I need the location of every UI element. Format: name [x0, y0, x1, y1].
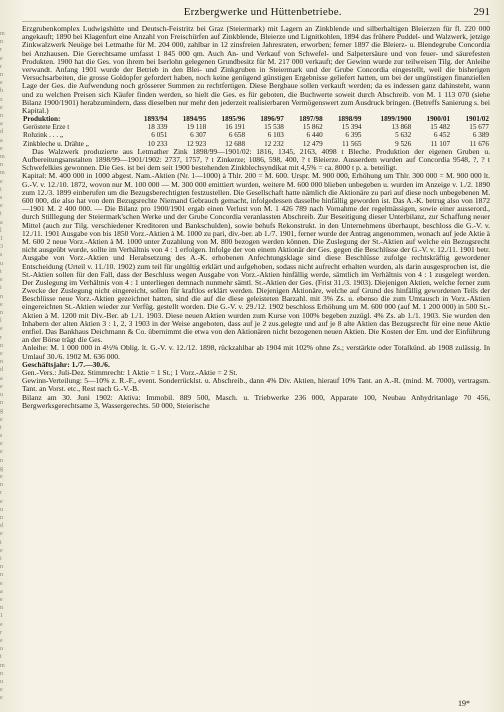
- row-label: Zinkbleche u. Drähte „: [23, 139, 89, 148]
- bleed-glyph: e: [0, 145, 3, 152]
- bleed-glyph: g: [0, 465, 3, 472]
- bleed-glyph: d: [0, 523, 3, 530]
- bleed-glyph: e: [0, 687, 3, 694]
- bleed-glyph: a: [0, 121, 3, 128]
- running-header: [22, 6, 490, 22]
- bleed-glyph: a: [0, 219, 3, 226]
- bleed-glyph: n: [0, 342, 3, 349]
- bleed-glyph: 1: [0, 613, 3, 620]
- bleed-glyph: e: [0, 80, 3, 87]
- bleed-glyph: n: [0, 162, 3, 169]
- bleed-glyph: e: [0, 695, 3, 702]
- bleed-glyph: n: [0, 293, 3, 300]
- value-cell: 6 452: [433, 131, 451, 140]
- bleed-glyph: z: [0, 96, 3, 103]
- row-label: Geröstete Erze t: [23, 123, 70, 132]
- bleed-glyph: n: [0, 572, 3, 579]
- bleed-glyph: e: [0, 350, 3, 357]
- bleed-glyph: r: [0, 47, 2, 54]
- page-number: 291: [473, 6, 490, 18]
- value-cell: 5 632: [395, 131, 412, 140]
- bleed-glyph: g: [0, 408, 3, 415]
- value-cell: 6 103: [267, 131, 284, 140]
- bleed-glyph: 1: [0, 236, 3, 243]
- year-cell: 1899/1900: [380, 115, 412, 124]
- geschaeftsjahr-line: Geschäftsjahr: 1./7.—30./6.: [22, 359, 110, 369]
- production-header-row: [22, 115, 490, 123]
- bleed-glyph: a: [0, 375, 3, 382]
- bleed-glyph: a: [0, 588, 3, 595]
- production-table: [22, 115, 490, 148]
- bleed-glyph: e: [0, 416, 3, 423]
- year-cell: 1897/98: [299, 115, 323, 124]
- value-cell: 15 862: [302, 123, 323, 132]
- bleed-glyph: e: [0, 383, 3, 390]
- year-cell: 1901/02: [465, 115, 489, 124]
- bleed-glyph: t: [0, 539, 2, 546]
- bleed-glyph: m: [0, 31, 5, 37]
- bleed-glyph: e: [0, 498, 3, 505]
- bleed-glyph: e: [0, 277, 3, 284]
- bleed-glyph: s: [0, 252, 3, 259]
- bleed-glyph: e: [0, 178, 3, 185]
- bleed-glyph: l: [0, 318, 2, 325]
- bleed-glyph: n: [0, 72, 3, 79]
- signature-mark: 19*: [458, 699, 470, 708]
- bleed-glyph: t: [0, 424, 2, 431]
- bleed-glyph: m: [0, 662, 5, 669]
- bleed-glyph: l: [0, 227, 2, 234]
- value-cell: 6 395: [345, 131, 362, 140]
- bleed-glyph: e: [0, 597, 3, 604]
- bleed-glyph: n: [0, 113, 3, 120]
- value-cell: 11 565: [342, 139, 362, 148]
- bleed-glyph: e: [0, 203, 3, 210]
- opposite-page-bleed: [0, 30, 16, 703]
- production-row: [22, 131, 490, 139]
- value-cell: 6 389: [472, 131, 489, 140]
- bleed-glyph: e: [0, 55, 3, 62]
- value-cell: 6 440: [306, 131, 323, 140]
- bleed-glyph: t: [0, 654, 2, 661]
- bleed-glyph: s: [0, 195, 3, 202]
- gewinn-verteilung-paragraph: Gewinn-Verteilung: 5—10% z. R.-F., event. Sonderrücklst. u. Abschreib., dann 4% Div. Aktien, hierauf 10% Tant. an A.-R. (mind. M. 7000), vertragsm. Tant. an Vorst. etc., Rest nach G.-V.-B.: [22, 376, 490, 394]
- bleed-glyph: n: [0, 39, 3, 46]
- value-cell: 15 482: [430, 123, 451, 132]
- value-cell: 6 051: [151, 131, 168, 140]
- bleed-glyph: n: [0, 564, 3, 571]
- bleed-glyph: n: [0, 482, 3, 489]
- bleed-glyph: n: [0, 605, 3, 612]
- year-cell: 1900/01: [426, 115, 451, 124]
- anleihe-paragraph: Anleihe: M. 1 000 000 in 4½% Oblig. lt. G.-V. v. 12./12. 1898, rückzahlbar ab 1904 mit 102% ohne Zs.; verstärkte oder Totalkünd. ab 1908 zulässig. In Umlauf 30./6. 1902 M. 636 000.: [22, 343, 490, 361]
- bleed-glyph: 3: [0, 244, 3, 251]
- bleed-glyph: r: [0, 629, 2, 636]
- bleed-glyph: i: [0, 556, 2, 562]
- year-cell: 1898/99: [337, 115, 362, 124]
- value-cell: 10 233: [147, 139, 168, 148]
- year-cell: 1896/97: [260, 115, 284, 124]
- bleed-glyph: u: [0, 391, 3, 398]
- bleed-glyph: r: [0, 490, 2, 497]
- value-cell: 12 923: [186, 139, 207, 148]
- bleed-glyph: n: [0, 514, 3, 521]
- bleed-glyph: s: [0, 432, 3, 439]
- bleed-glyph: n: [0, 359, 3, 366]
- running-title: Erzbergwerke und Hüttenbetriebe.: [183, 6, 342, 18]
- year-cell: 1895/96: [221, 115, 246, 124]
- bleed-glyph: r: [0, 334, 2, 341]
- bleed-glyph: e: [0, 580, 3, 587]
- walzwerk-paragraph: Das Walzwerk produzierte aus Letmather Zink 1898/99—1901/02: 1816, 1345, 2163, 4098 t Bleche. Produktion der eigenen Gruben u. Aufbereitungsanstalten 1898/99—1901/1902: 2737, 1757, ? t Zinkerze; 1086, 598, 400, ? t Bleierze. Ausserdem wurden auf Concordia 9548, ?, ? t Schwefelkies gewonnen. Die Ges. ist bei dem seit 1900 bestehenden Zinkblechsyndikat mit 4,5% = ca. 8000 t p. a. beteiligt.: [22, 146, 490, 173]
- bleed-glyph: e: [0, 449, 3, 456]
- value-cell: 19 118: [186, 123, 207, 132]
- bleed-glyph: e: [0, 621, 3, 628]
- bleed-glyph: i: [0, 285, 2, 292]
- bleed-glyph: t: [0, 268, 2, 275]
- year-cell: 1894/95: [182, 115, 207, 124]
- value-cell: 15 394: [341, 123, 362, 132]
- row-label: Rohzink . . . „: [23, 131, 64, 140]
- value-cell: 15 538: [264, 123, 284, 132]
- bleed-glyph: i: [0, 186, 2, 193]
- bleed-glyph: n: [0, 400, 3, 407]
- value-cell: 12 479: [302, 139, 323, 148]
- production-row: [22, 123, 490, 131]
- value-cell: 6 307: [190, 131, 207, 140]
- bleed-glyph: h: [0, 88, 3, 95]
- value-cell: 11 676: [469, 139, 489, 148]
- intro-paragraph: Erzgrubenkomplex Ludwigshütte und Deutsch-Feistritz bei Graz (Steiermark) mit Lagern an Zinkblende und silberhaltigen Bleierzen für fl. 220 000 angekauft; 1890 bei Klagenfurt eine Anzahl von Freischürfen auf Zinkblende, Bleierze und Lignitkohlen, 1894 das frühere Puddel- und Walzwerk, jetzige Zinkwalzwerk Neuöge bei Letmathe für M. 204 000, zahlbar in 12 zinsfreien Jahresraten, erworben; ferner 1897 die Bleierz- u. Blendegrube Concordia bei Anzhausen. Die Gerechtsame umfasst 1 845 000 qm. Auch An- und Verkauf von Schwefel- und Salpetersäure und von feuer- und säurefesten Produkten. 1900 hat die Ges. von ihrem bei Iserlohn gelegenen Grundbesitz für M. 217 000 verkauft; der Gewinn wurde zur teilweisen Tilg. der Anleihe verwandt. Anfang 1901 wurde der Betrieb in den Blei- und Zinkgruben in Steiermark und der Grube Concordia eingestellt, weil die bisherigen Versuchsarbeiten, die grosse Goldopfer gefordert haben, noch keine genügend günstigen Ergebnisse geliefert hatten, um bei der ungünstigen finanziellen Lage der Ges. die Aufwendung noch grösserer Summen zu rechtfertigen. Diese Bergbaue sollen verkauft werden; da es indessen ganz dahinsteht, wann und zu welchen Preisen sich Käufer finden werden, so hielt die Ges. es für geboten, die Buchwerte soweit durch Abschreib. von M. 1 113 070 (siehe Bilanz 1900/1901) herabzumindern, dass dieselben nur mehr den jederzeit realisierbaren Vermögenswert zum Ausdruck bringen. (Betreffs Sanierung s. bei Kapital.): [22, 24, 490, 115]
- value-cell: 13 868: [391, 123, 412, 132]
- bleed-glyph: n: [0, 457, 3, 464]
- bleed-glyph: m: [0, 170, 5, 177]
- value-cell: 6 658: [228, 131, 246, 140]
- bleed-glyph: n: [0, 309, 3, 316]
- bleed-glyph: e: [0, 638, 3, 645]
- value-cell: 12 688: [225, 139, 246, 148]
- bleed-glyph: u: [0, 679, 3, 686]
- value-cell: 12 232: [264, 139, 284, 148]
- bleed-glyph: u: [0, 506, 3, 513]
- value-cell: 16 191: [225, 123, 246, 132]
- bleed-glyph: u: [0, 260, 3, 267]
- value-cell: 9 526: [395, 139, 412, 148]
- bleed-glyph: e: [0, 326, 3, 333]
- year-cell: 1893/94: [143, 115, 168, 124]
- value-cell: 15 677: [469, 123, 489, 132]
- bleed-glyph: u: [0, 646, 3, 653]
- bleed-glyph: a: [0, 137, 3, 144]
- production-label: Produktion:: [23, 115, 61, 124]
- value-cell: 11 107: [430, 139, 451, 148]
- bleed-glyph: d: [0, 129, 3, 136]
- gen-vers-line: Gen.-Vers.: Juli-Dez. Stimmrecht: 1 Aktie = 1 St.; 1 Vorz.-Aktie = 2 St.: [22, 367, 238, 377]
- bleed-glyph: m: [0, 154, 5, 161]
- bleed-glyph: e: [0, 473, 3, 480]
- bleed-glyph: e: [0, 441, 3, 448]
- bleed-glyph: t: [0, 211, 2, 218]
- bleed-glyph: e: [0, 531, 3, 538]
- bleed-glyph: e: [0, 301, 3, 308]
- bleed-glyph: r: [0, 63, 2, 70]
- bleed-glyph: d: [0, 367, 3, 374]
- bleed-glyph: e: [0, 547, 3, 554]
- value-cell: 18 339: [147, 123, 168, 132]
- kapital-paragraph: Kapital: M. 400 000 in 1000 abgest. Nam.-Aktien (Nr. 1—1000) à Thlr. 200 = M. 600. Urspr. M. 900 000, Erhöhung um Thlr. 300 000 = M. 900 000 lt. G.-V. v. 12./10. 1872, wovon nur M. 100 000 — M. 300 000 emittiert wurden, weitere M. 600 000 blieben unbegeben u. wurden im Anzeige v. 1./2. 1890 zum 12./3. 1899 einberufen um die Bezugsberechtigten festzustellen. Die Gesellschaft hatte nämlich die Aktionäre zu pari auf diese noch unbegebenen M. 600 000, die also hat von dem Bezugsrechte Niemand Gebrauch gemacht, infolgedessen dasselbe hinfällig geworden ist. Das A.-K. betrug also von 1872—1901 M. 2 400 000. — Die Bilanz pro 1900/1901 ergab einen Verlust von M. 1 426 789 nach Vornahme der regelmässigen, sowie einer ausserord., durch Stilllegung der Steiermark'schen Werke und der Grube Concordia veranlassten Abschreib. Zur Beseitigung dieser Unterbilanz, zur Schaffung neuer Mittel (auch zur Tilg. verschiedener Kreditoren und Bankschulden), sowie behufs Rekonstrukt. in den Unternehmens überhaupt, beschloss die G.-V. v. 12./11. 1901 Ausgabe von bis 1850 Vorz.-Aktien à M. 1000 zu pari, div.-ber. ab 1./7. 1901, ferner wurde der Antrag angenommen, wonach auf jede Aktie à M. 600 2 neue Vorz.-Aktien à M. 1000 unter Zuzahlung von M. 800 bezogen werden können. Die Zuslegung der St.-Aktien auf welche ein Bezugsrecht nicht ausgeübt wurde, sollte im Verhältnis von 4 : 1 erfolgen. Infolge der von einem Aktionär der Ges. gegen die Beschlüsse der G.-V. v. 12./11. 1901 betr. Ausgabe von Vorz.-Aktien und Herabsetzung des A.-K. erhobenen Anfechtungsklage sind diese Beschlüsse zufolge rechtskräftig gewordener Entscheidung (Urteil v. 11./10. 1902) zum teil für ungültig erklärt und aufgehoben, sodass nicht aufrecht erhalten wurden, als darin ausgesprochen ist, die St.-Aktien sollen für den Fall, dass der Beschluss wegen Ausgabe von Vorz.-Aktien hinfällig werde, sämtlich im Verhältnis von 4 : 1 zusgelegt werden. Der Zuslegung im Verhältnis von 4 : 1 unterliegen demnach nunmehr sämtl. St.-Aktien der Ges. (Frist 31./3. 1903). Diejenigen Aktien, welche ferner zum Zwecke der Zuslegung nicht eingereicht, sollen für kraftlos erklärt werden. Diejenigen Aktionäre, welche auf Grund des hinfällig gewordenen Teils der Beschlüsse neue Vorz.-Aktien gezeichnet hatten, sind die auf die diese geleisteten Barzahl. mit 3% Zs. u. ebenso die zum Umtausch in Vorz.-Aktien eingereichten St.-Aktien wieder zur Verfüg. gestellt worden. Die G.-V. v. 29./12. 1902 beschloss Erhöhung um M. 600 000 (auf M. 1 200 000) in 500 St.-Aktien à M. 1200 mit Div.-Ber. ab 1./1. 1903. Diese neuen Aktien wurden zum Kurse von 100% begeben zuzügl. 4% Zs. ab 1./1. 1903. Sie wurden den Inhabern der alten Aktien 3 : 1, 2, 3 1903 in der Weise angeboten, dass auf je 2 zus.gelegte und auf je 8 alte Aktien das Bezugsrecht für eine neue Aktie entfiel. Das Bankhaus Deichmann & Co. übernimmt die etwa von den Aktionären nicht bezogenen neuen Aktien. Die Kosten der Em. und der Einführung an der Börse trägt die Ges.: [22, 171, 491, 345]
- bleed-glyph: n: [0, 670, 3, 677]
- page-body: [22, 25, 490, 410]
- bilanz-paragraph: Bilanz am 30. Juni 1902: Aktiva: Immobil. 889 500, Masch. u. Triebwerke 236 000, Apparate 100, Neubau Anhydritanlage 70 456, Bergwerksgerechtsame 3, Wassergerechts. 50 000, Steierische: [22, 392, 490, 410]
- bleed-glyph: e: [0, 104, 3, 111]
